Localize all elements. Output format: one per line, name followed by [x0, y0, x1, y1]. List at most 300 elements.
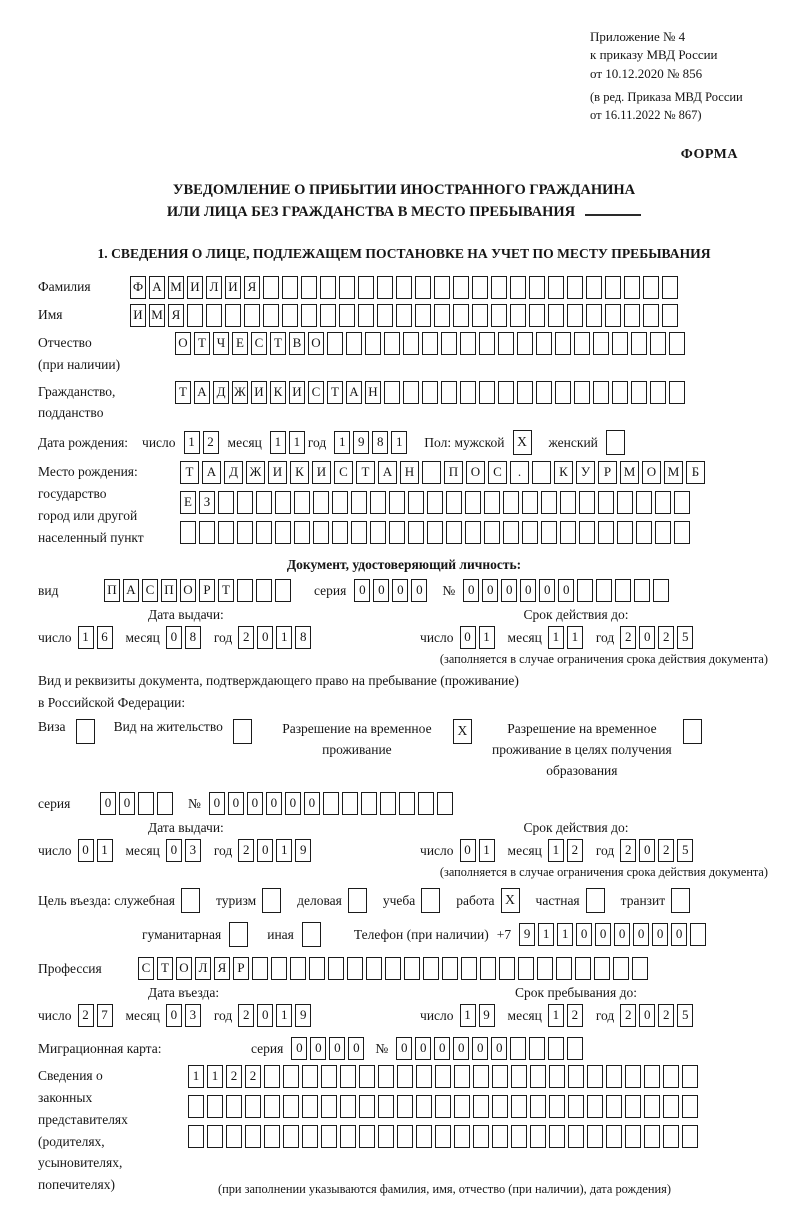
char-cell: X — [513, 430, 532, 455]
char-cell — [613, 957, 629, 980]
char-cell: А — [149, 276, 165, 299]
id-valid-year-cells — [620, 626, 696, 649]
phone-cells — [519, 923, 709, 946]
work-checkbox — [501, 888, 523, 913]
id-number-cells — [463, 579, 672, 602]
permit-issue-year-cells — [238, 839, 314, 862]
char-cell: 0 — [291, 1037, 307, 1060]
transit-checkbox — [671, 888, 693, 913]
char-cell — [396, 304, 412, 327]
month-label: месяц — [507, 842, 542, 858]
char-cell — [416, 1125, 432, 1148]
char-cell — [244, 304, 260, 327]
char-cell — [207, 1125, 223, 1148]
char-cell — [423, 957, 439, 980]
appendix-line: от 10.12.2020 № 856 — [590, 65, 703, 81]
stay-doc-line2: в Российской Федерации: — [38, 695, 186, 711]
sex-female-checkbox — [606, 430, 628, 455]
char-cell: 0 — [257, 626, 273, 649]
char-cell — [503, 491, 519, 514]
char-cell — [294, 491, 310, 514]
char-cell: К — [290, 461, 309, 484]
char-cell — [397, 1125, 413, 1148]
char-cell — [522, 521, 538, 544]
char-cell: 1 — [548, 626, 564, 649]
char-cell: О — [176, 957, 192, 980]
char-cell: 0 — [373, 579, 389, 602]
char-cell: 2 — [238, 1004, 254, 1027]
char-cell: 2 — [567, 839, 583, 862]
char-cell: 0 — [304, 792, 320, 815]
char-cell — [460, 381, 476, 404]
char-cell — [377, 276, 393, 299]
char-cell: Ф — [130, 276, 146, 299]
char-cell: 0 — [633, 923, 649, 946]
char-cell — [643, 304, 659, 327]
char-cell — [634, 579, 650, 602]
char-cell: 0 — [392, 579, 408, 602]
char-cell — [340, 1125, 356, 1148]
char-cell — [473, 1065, 489, 1088]
char-cell: Ч — [213, 332, 229, 355]
char-cell — [636, 491, 652, 514]
char-cell — [339, 304, 355, 327]
char-cell: 3 — [185, 1004, 201, 1027]
id-series-label: серия — [314, 582, 347, 598]
month-label: месяц — [507, 1007, 542, 1023]
stay-month-cells — [548, 1004, 586, 1027]
char-cell — [671, 888, 690, 913]
char-cell: И — [225, 276, 241, 299]
char-cell — [313, 491, 329, 514]
char-cell — [435, 1095, 451, 1118]
stay-until-caption: Срок пребывания до: — [515, 985, 637, 1000]
char-cell: 1 — [97, 839, 113, 862]
char-cell — [262, 888, 281, 913]
char-cell: О — [466, 461, 485, 484]
char-cell — [435, 1065, 451, 1088]
char-cell — [76, 719, 95, 744]
char-cell — [271, 957, 287, 980]
char-cell — [421, 888, 440, 913]
char-cell: С — [138, 957, 154, 980]
char-cell — [294, 521, 310, 544]
char-cell: Л — [195, 957, 211, 980]
char-cell — [536, 381, 552, 404]
char-cell — [669, 332, 685, 355]
char-cell: 2 — [78, 1004, 94, 1027]
char-cell — [321, 1125, 337, 1148]
char-cell — [548, 1037, 564, 1060]
temp-permit-checkbox — [453, 719, 475, 744]
char-cell — [454, 1065, 470, 1088]
char-cell — [577, 579, 593, 602]
char-cell — [218, 491, 234, 514]
char-cell — [579, 521, 595, 544]
title-blank-line — [585, 204, 641, 216]
char-cell — [415, 304, 431, 327]
amendment-line: (в ред. Приказа МВД России — [590, 90, 743, 105]
char-cell: 1 — [567, 626, 583, 649]
char-cell: С — [488, 461, 507, 484]
char-cell: 5 — [677, 626, 693, 649]
char-cell — [632, 957, 648, 980]
char-cell — [237, 491, 253, 514]
char-cell: 2 — [658, 1004, 674, 1027]
char-cell: 6 — [97, 626, 113, 649]
char-cell — [385, 957, 401, 980]
char-cell — [555, 332, 571, 355]
char-cell — [187, 304, 203, 327]
reps-cells-row3 — [188, 1125, 701, 1148]
char-cell — [492, 1125, 508, 1148]
char-cell: 0 — [463, 579, 479, 602]
month-label: месяц — [125, 629, 160, 645]
char-cell: Л — [206, 276, 222, 299]
char-cell — [313, 521, 329, 544]
char-cell: . — [510, 461, 529, 484]
char-cell: М — [664, 461, 683, 484]
char-cell: 2 — [620, 1004, 636, 1027]
char-cell: С — [334, 461, 353, 484]
birthplace-cells-row3 — [180, 521, 708, 544]
char-cell — [567, 1037, 583, 1060]
char-cell — [302, 1065, 318, 1088]
char-cell: 0 — [639, 626, 655, 649]
char-cell: Т — [180, 461, 199, 484]
humanitarian-checkbox — [229, 922, 251, 947]
char-cell — [453, 276, 469, 299]
validity-note: (заполняется в случае ограничения срока действия документа) — [439, 652, 768, 667]
permit-type-row — [38, 719, 770, 782]
char-cell — [491, 304, 507, 327]
char-cell — [225, 304, 241, 327]
char-cell — [587, 1095, 603, 1118]
char-cell: О — [642, 461, 661, 484]
char-cell — [389, 491, 405, 514]
birthplace-cells-row2 — [180, 491, 708, 514]
char-cell — [460, 332, 476, 355]
char-cell — [180, 521, 196, 544]
char-cell: 0 — [396, 1037, 412, 1060]
temp-permit-label: Разрешение на временное проживание — [282, 721, 432, 758]
char-cell — [511, 1125, 527, 1148]
char-cell — [358, 276, 374, 299]
char-cell — [226, 1125, 242, 1148]
char-cell — [283, 1095, 299, 1118]
char-cell — [586, 276, 602, 299]
char-cell — [606, 430, 625, 455]
char-cell — [434, 276, 450, 299]
day-label: число — [142, 434, 176, 450]
char-cell: Я — [168, 304, 184, 327]
char-cell — [283, 1065, 299, 1088]
char-cell: 1 — [207, 1065, 223, 1088]
char-cell — [256, 579, 272, 602]
char-cell — [437, 792, 453, 815]
reps-cells-row2 — [188, 1095, 701, 1118]
id-issue-day-cells — [78, 626, 116, 649]
tourism-checkbox — [262, 888, 284, 913]
char-cell — [403, 332, 419, 355]
char-cell: 9 — [353, 431, 369, 454]
char-cell — [567, 304, 583, 327]
patronymic-row — [38, 332, 770, 376]
char-cell: Я — [244, 276, 260, 299]
char-cell — [606, 1125, 622, 1148]
char-cell — [653, 579, 669, 602]
permit-issue-day-cells — [78, 839, 116, 862]
permit-issue-group — [38, 820, 382, 880]
year-label: год — [213, 1007, 233, 1023]
char-cell — [396, 276, 412, 299]
char-cell — [617, 521, 633, 544]
work-label: работа — [456, 892, 495, 908]
char-cell — [465, 521, 481, 544]
char-cell — [188, 1095, 204, 1118]
char-cell — [264, 1095, 280, 1118]
purpose-row — [38, 888, 770, 913]
char-cell — [593, 332, 609, 355]
char-cell: 0 — [247, 792, 263, 815]
char-cell — [529, 1037, 545, 1060]
char-cell: И — [251, 381, 267, 404]
char-cell — [422, 461, 441, 484]
char-cell — [348, 888, 367, 913]
char-cell — [359, 1125, 375, 1148]
entry-month-cells — [166, 1004, 204, 1027]
char-cell — [422, 332, 438, 355]
char-cell — [256, 521, 272, 544]
char-cell — [682, 1065, 698, 1088]
char-cell — [327, 332, 343, 355]
char-cell — [598, 491, 614, 514]
char-cell: И — [187, 276, 203, 299]
entry-dates — [38, 985, 770, 1027]
char-cell — [631, 332, 647, 355]
day-label: число — [420, 842, 454, 858]
char-cell — [479, 381, 495, 404]
char-cell — [301, 276, 317, 299]
char-cell: 3 — [185, 839, 201, 862]
char-cell — [263, 304, 279, 327]
year-label: год — [213, 629, 233, 645]
validity-note: (заполняется в случае ограничения срока действия документа) — [439, 865, 768, 879]
char-cell: Н — [365, 381, 381, 404]
birthplace-cells-row1 — [180, 461, 708, 484]
given-name-cells — [130, 304, 681, 327]
char-cell — [290, 957, 306, 980]
char-cell: С — [142, 579, 158, 602]
char-cell: А — [378, 461, 397, 484]
char-cell — [605, 304, 621, 327]
other-label: иная — [267, 926, 294, 942]
tourism-label: туризм — [216, 892, 257, 908]
char-cell — [245, 1125, 261, 1148]
char-cell — [682, 1125, 698, 1148]
permit-valid-day-cells — [460, 839, 498, 862]
appendix-line: Приложение № 4 — [590, 29, 686, 44]
sex-male-checkbox — [513, 430, 535, 455]
char-cell: X — [501, 888, 520, 913]
char-cell: 5 — [677, 839, 693, 862]
char-cell — [302, 1095, 318, 1118]
day-label: число — [38, 629, 72, 645]
char-cell — [593, 381, 609, 404]
char-cell — [442, 957, 458, 980]
char-cell: 0 — [119, 792, 135, 815]
valid-until-caption: Срок действия до: — [523, 820, 629, 835]
char-cell — [568, 1095, 584, 1118]
official-checkbox — [181, 888, 203, 913]
char-cell — [207, 1095, 223, 1118]
char-cell — [473, 1125, 489, 1148]
char-cell — [541, 491, 557, 514]
private-label: частная — [535, 892, 580, 908]
birthplace-row — [38, 461, 770, 551]
char-cell — [484, 521, 500, 544]
char-cell: 0 — [482, 579, 498, 602]
char-cell: 1 — [538, 923, 554, 946]
char-cell — [612, 381, 628, 404]
char-cell: 2 — [658, 839, 674, 862]
char-cell: 0 — [501, 579, 517, 602]
char-cell — [422, 381, 438, 404]
char-cell: 2 — [203, 431, 219, 454]
char-cell — [461, 957, 477, 980]
char-cell: 1 — [479, 839, 495, 862]
char-cell — [598, 521, 614, 544]
char-cell: Е — [180, 491, 196, 514]
day-label: число — [38, 842, 72, 858]
char-cell — [399, 792, 415, 815]
mig-number-cells — [396, 1037, 586, 1060]
appendix-line: к приказу МВД России — [590, 47, 718, 63]
id-number-label: № — [442, 582, 456, 598]
char-cell: 0 — [491, 1037, 507, 1060]
char-cell — [351, 521, 367, 544]
char-cell: 8 — [372, 431, 388, 454]
char-cell: Я — [214, 957, 230, 980]
char-cell — [556, 957, 572, 980]
char-cell: И — [289, 381, 305, 404]
id-issue-year-cells — [238, 626, 314, 649]
birth-year-cells — [334, 431, 410, 454]
char-cell: А — [194, 381, 210, 404]
doc-type-label: вид — [38, 582, 59, 598]
visa-item — [38, 719, 98, 744]
char-cell — [446, 491, 462, 514]
char-cell — [378, 1095, 394, 1118]
permit-valid-year-cells — [620, 839, 696, 862]
char-cell: 9 — [295, 1004, 311, 1027]
char-cell — [586, 888, 605, 913]
char-cell — [644, 1095, 660, 1118]
char-cell — [256, 491, 272, 514]
char-cell — [636, 521, 652, 544]
char-cell — [263, 276, 279, 299]
char-cell — [579, 491, 595, 514]
char-cell — [650, 381, 666, 404]
char-cell — [206, 304, 222, 327]
entry-date-caption: Дата въезда: — [148, 985, 220, 1000]
other-checkbox — [302, 922, 324, 947]
char-cell: 0 — [411, 579, 427, 602]
char-cell — [434, 304, 450, 327]
study-checkbox — [421, 888, 443, 913]
char-cell: 9 — [479, 1004, 495, 1027]
char-cell — [492, 1065, 508, 1088]
form-title-line1: УВЕДОМЛЕНИЕ О ПРИБЫТИИ ИНОСТРАННОГО ГРАЖДАНИНА — [172, 181, 636, 198]
char-cell — [264, 1125, 280, 1148]
permit-number-cells — [209, 792, 456, 815]
month-label: месяц — [125, 842, 160, 858]
char-cell: 8 — [295, 626, 311, 649]
birthplace-cells-stack — [180, 461, 708, 551]
char-cell — [218, 521, 234, 544]
permit-issue-month-cells — [166, 839, 204, 862]
appendix-block — [590, 28, 800, 125]
char-cell — [404, 957, 420, 980]
char-cell — [498, 332, 514, 355]
patronymic-label: Отчество (при наличии) — [38, 334, 121, 372]
char-cell: З — [199, 491, 215, 514]
char-cell: 9 — [295, 839, 311, 862]
char-cell — [549, 1095, 565, 1118]
birthplace-label: Место рождения: государство город или другой населенный пункт — [38, 464, 144, 545]
phone-label: Телефон (при наличии) — [353, 926, 489, 942]
char-cell: 2 — [226, 1065, 242, 1088]
char-cell — [454, 1125, 470, 1148]
char-cell — [530, 1125, 546, 1148]
char-cell — [663, 1095, 679, 1118]
char-cell: X — [453, 719, 472, 744]
char-cell: Р — [199, 579, 215, 602]
permit-series-cells — [100, 792, 176, 815]
char-cell — [484, 491, 500, 514]
reps-cells-row1 — [188, 1065, 701, 1088]
year-label: год — [213, 842, 233, 858]
char-cell — [320, 304, 336, 327]
id-issue-group — [38, 607, 382, 667]
char-cell — [625, 1065, 641, 1088]
char-cell — [472, 304, 488, 327]
profession-label: Профессия — [38, 960, 102, 976]
surname-row — [38, 276, 770, 299]
char-cell: 0 — [639, 839, 655, 862]
char-cell: О — [308, 332, 324, 355]
char-cell — [662, 304, 678, 327]
char-cell — [264, 1065, 280, 1088]
char-cell — [302, 922, 321, 947]
char-cell — [309, 957, 325, 980]
patronymic-cells — [175, 332, 688, 355]
temp-permit-edu-item — [491, 719, 705, 782]
char-cell: В — [289, 332, 305, 355]
amendment-line: от 16.11.2022 № 867) — [590, 108, 702, 123]
char-cell: 7 — [97, 1004, 113, 1027]
char-cell: 0 — [310, 1037, 326, 1060]
phone-prefix: +7 — [496, 926, 512, 942]
study-label: учеба — [382, 892, 416, 908]
char-cell: Т — [194, 332, 210, 355]
char-cell: К — [554, 461, 573, 484]
purpose-row2 — [142, 922, 770, 947]
char-cell: 0 — [166, 1004, 182, 1027]
char-cell — [237, 579, 253, 602]
char-cell — [612, 332, 628, 355]
id-series-cells — [354, 579, 430, 602]
